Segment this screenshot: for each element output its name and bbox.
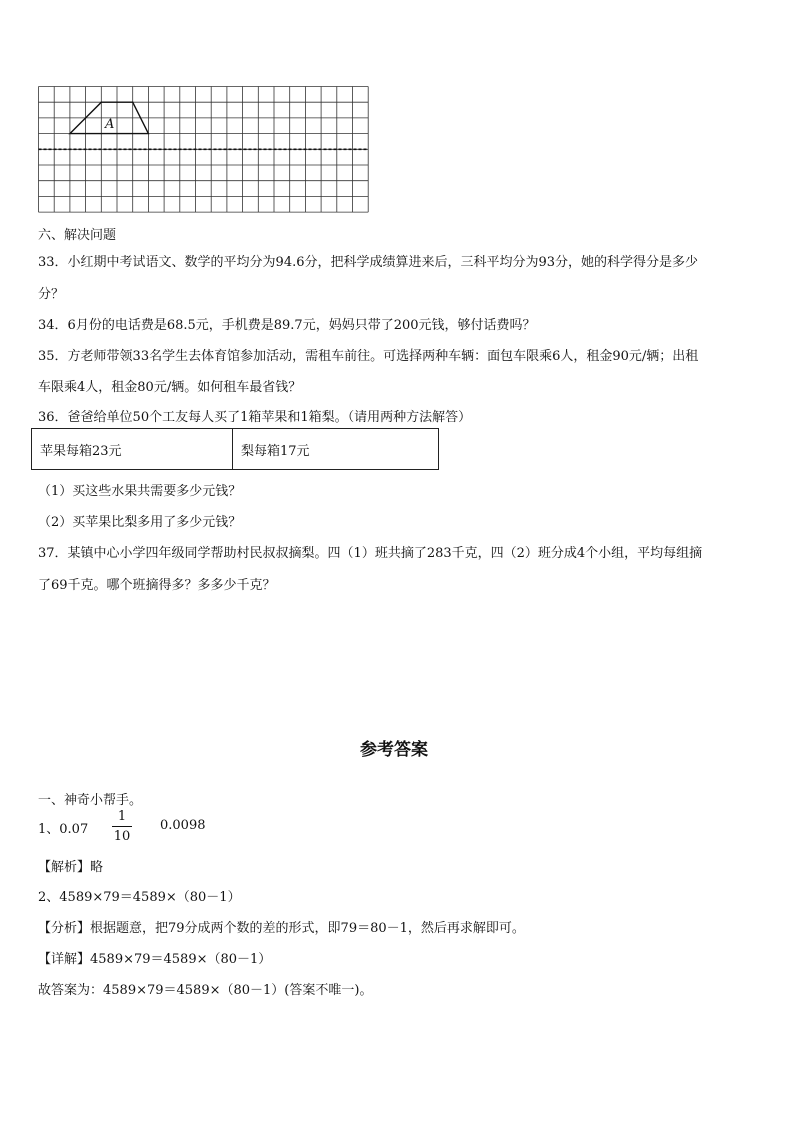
question-33-line2: 分？ <box>38 287 65 302</box>
question-36-sub1: （1）买这些水果共需要多少元钱？ <box>38 484 242 499</box>
answer-2-detail: 【详解】4589×79＝4589×（80－1） <box>38 952 272 967</box>
fraction-numerator: 1 <box>117 809 127 824</box>
answer-2-line: 2、4589×79＝4589×（80－1） <box>38 890 241 905</box>
price-table <box>31 428 439 470</box>
grid-drawing <box>37 85 370 214</box>
question-37-line2: 了69千克。哪个班摘得多？多多少千克？ <box>38 578 276 593</box>
answers-title: 参考答案 <box>360 740 428 760</box>
apple-price-cell: 苹果每箱23元 <box>32 429 233 469</box>
question-34: 34．6月份的电话费是68.5元，手机费是89.7元，妈妈只带了200元钱，够付话费吗？ <box>38 318 536 333</box>
question-36: 36．爸爸给单位50个工友每人买了1箱苹果和1箱梨。（请用两种方法解答） <box>38 410 472 425</box>
shape-label-a: A <box>105 117 115 132</box>
answer-1-fraction <box>108 809 136 844</box>
section-heading: 六、解决问题 <box>38 228 117 243</box>
question-35-line2: 车限乘4人，租金80元/辆。如何租车最省钱？ <box>38 380 302 395</box>
question-37-line1: 37．某镇中心小学四年级同学帮助村民叔叔摘梨。四（1）班共摘了283千克，四（2）班分成4个小组，平均每组摘 <box>38 546 703 561</box>
answer-2-final: 故答案为：4589×79＝4589×（80－1）(答案不唯一)。 <box>38 983 373 998</box>
fraction-bar <box>112 826 132 827</box>
question-36-sub2: （2）买苹果比梨多用了多少元钱？ <box>38 515 242 530</box>
answer-2-analysis: 【分析】根据题意，把79分成两个数的差的形式，即79＝80－1，然后再求解即可。 <box>38 921 525 936</box>
answers-section1-heading: 一、神奇小帮手。 <box>38 793 143 808</box>
pear-price-cell: 梨每箱17元 <box>241 443 310 459</box>
fraction-denominator: 10 <box>113 829 131 844</box>
answer-1-analysis: 【解析】略 <box>38 860 104 875</box>
question-33-line1: 33．小红期中考试语文、数学的平均分为94.6分，把科学成绩算进来后，三科平均分为93分，她的科学得分是多少 <box>38 255 699 270</box>
question-35-line1: 35．方老师带领33名学生去体育馆参加活动，需租车前往。可选择两种车辆：面包车限乘6人，租金90元/辆；出租 <box>38 349 699 364</box>
answer-1-prefix: 1、0.07 <box>38 822 89 837</box>
answer-1-suffix: 0.0098 <box>160 818 206 833</box>
grid-figure <box>37 85 370 214</box>
